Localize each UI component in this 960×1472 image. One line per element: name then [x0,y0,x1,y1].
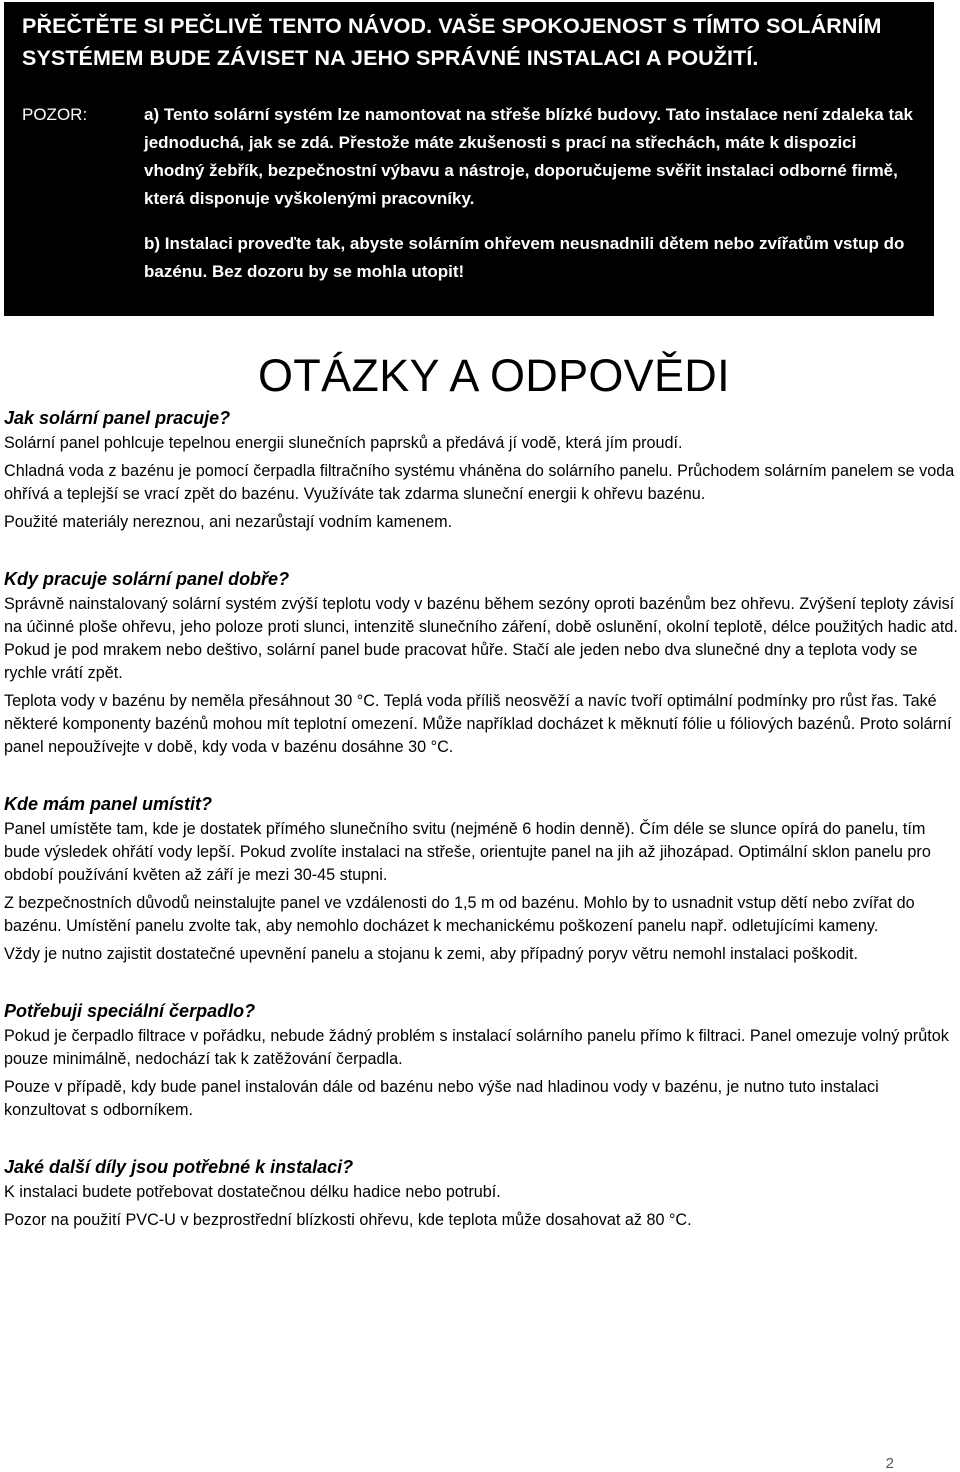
faq-paragraph: Pokud je čerpadlo filtrace v pořádku, nebude žádný problém s instalací solárního panelu přímo k filtraci. Panel omezuje volný průtok pouze minimálně, nedochází tak k zatěžování čerpadla. [4,1027,949,1068]
faq-paragraph: Vždy je nutno zajistit dostatečné upevnění panelu a stojanu k zemi, aby případný poryv větru nemohl instalaci poškodit. [4,945,858,963]
warning-row [22,101,916,286]
faq-section-parts [4,1153,960,1232]
warning-label: POZOR: [22,105,88,124]
warning-box [4,2,934,316]
faq-question: Kde mám panel umístit? [4,794,213,814]
faq-section-when-works-well [4,565,960,759]
faq-section-placement [4,790,960,966]
faq-question: Potřebuji speciální čerpadlo? [4,1001,256,1021]
warning-item-b: b) Instalaci proveďte tak, abyste solárním ohřevem neusnadnili dětem nebo zvířatům vstup do bazénu. Bez dozoru by se mohla utopit! [144,234,905,281]
faq-paragraph: Z bezpečnostních důvodů neinstalujte panel ve vzdálenosti do 1,5 m od bazénu. Mohlo by to usnadnit vstup dětí nebo zvířat do bazénu. Umístění panelu zvolte tak, aby nemohlo docházet k mechanickému poškození panelu např. odletujícími kameny. [4,894,915,935]
faq-paragraph: Pouze v případě, kdy bude panel instalován dále od bazénu nebo výše nad hladinou vody v bazénu, je nutno tuto instalaci konzultovat s odborníkem. [4,1078,879,1119]
page-heading: OTÁZKY A ODPOVĚDI [258,350,730,401]
faq-section-pump [4,997,960,1122]
faq-paragraph: K instalaci budete potřebovat dostatečnou délku hadice nebo potrubí. [4,1183,501,1201]
warning-title: PŘEČTĚTE SI PEČLIVĚ TENTO NÁVOD. VAŠE SPOKOJENOST S TÍMTO SOLÁRNÍM SYSTÉMEM BUDE ZÁVISET NA JEHO SPRÁVNÉ INSTALACI A POUŽITÍ. [22,14,882,70]
faq-question: Jak solární panel pracuje? [4,408,231,428]
page-number: 2 [885,1455,894,1472]
faq-paragraph: Solární panel pohlcuje tepelnou energii slunečních paprsků a předává jí vodě, která jím proudí. [4,434,683,452]
warning-item-a: a) Tento solární systém lze namontovat na střeše blízké budovy. Tato instalace není zdaleka tak jednoduchá, jak se zdá. Přestože máte zkušenosti s prací na střechách, máte k dispozici vhodný žebřík, bezpečnostní výbavu a nástroje, doporučujeme svěřit instalaci odborné firmě, která disponuje vyškolenými pracovníky. [144,105,914,208]
faq-paragraph: Pozor na použití PVC-U v bezprostřední blízkosti ohřevu, kde teplota může dosahovat až 80 °C. [4,1211,692,1229]
warning-body [144,101,916,286]
faq-section-how-it-works [4,404,960,534]
faq-paragraph: Použité materiály nereznou, ani nezarůstají vodním kamenem. [4,513,453,531]
faq-question: Kdy pracuje solární panel dobře? [4,569,290,589]
faq-paragraph: Správně nainstalovaný solární systém zvýší teplotu vody v bazénu během sezóny oproti bazénům bez ohřevu. Zvýšení teploty závisí na účinné ploše ohřevu, jeho poloze proti slunci, intenzitě slunečního záření, době oslunění, okolní teplotě, délce použitých hadic atd. Pokud je pod mrakem nebo deštivo, solární panel bude pracovat hůře. Stačí ale jeden nebo dva slunečné dny a teplota vody se rychle vrátí zpět. [4,595,958,682]
faq-paragraph: Teplota vody v bazénu by neměla přesáhnout 30 °C. Teplá voda příliš neosvěží a navíc tvoří optimální podmínky pro růst řas. Také některé komponenty bazénů mohou mít teplotní omezení. Může například docházet k měknutí fólie u fóliových bazénů. Proto solární panel nepoužívejte v době, kdy voda v bazénu dosáhne 30 °C. [4,692,952,756]
faq-content [4,404,960,1232]
faq-question: Jaké další díly jsou potřebné k instalaci? [4,1157,354,1177]
faq-paragraph: Chladná voda z bazénu je pomocí čerpadla filtračního systému vháněna do solárního panelu. Průchodem solárním panelem se voda ohřívá a teplejší se vrací zpět do bazénu. Využíváte tak zdarma sluneční energii k ohřevu bazénu. [4,462,955,503]
faq-paragraph: Panel umístěte tam, kde je dostatek přímého slunečního svitu (nejméně 6 hodin denně). Čím déle se slunce opírá do panelu, tím bude výsledek ohřátí vody lepší. Pokud zvolíte instalaci na střeše, orientujte panel na jih až jihozápad. Optimální sklon panelu pro období používání květen až září je mezi 30-45 stupni. [4,820,931,884]
